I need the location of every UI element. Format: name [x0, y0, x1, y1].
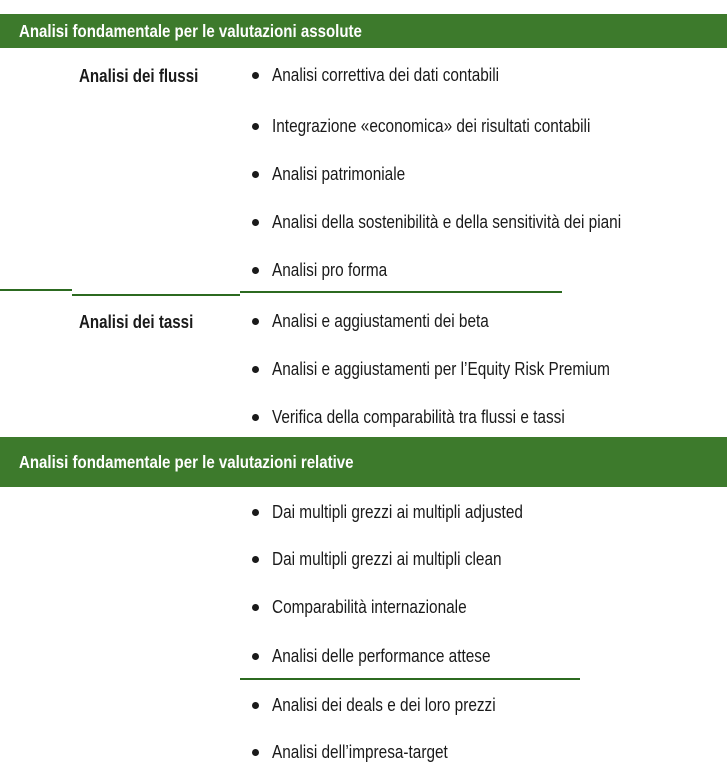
bullet-icon	[252, 653, 259, 660]
group-label-tassi: Analisi dei tassi	[79, 312, 194, 332]
divider-label	[72, 294, 240, 296]
bullet-icon	[252, 318, 259, 325]
bullet-icon	[252, 414, 259, 421]
list-item: Analisi dei deals e dei loro prezzi	[252, 694, 541, 716]
list-item: Analisi e aggiustamenti per l’Equity Risk Premium	[252, 358, 679, 380]
list-item: Comparabilità internazionale	[252, 596, 506, 618]
bullet-icon	[252, 219, 259, 226]
list-item: Dai multipli grezzi ai multipli adjusted	[252, 501, 574, 523]
list-item: Analisi correttiva dei dati contabili	[252, 64, 546, 86]
list-item: Dai multipli grezzi ai multipli clean	[252, 548, 549, 570]
section-header-absolute	[0, 14, 727, 48]
group-label-flussi: Analisi dei flussi	[79, 66, 199, 86]
list-item: Analisi delle performance attese	[252, 645, 535, 667]
bullet-icon	[252, 123, 259, 130]
list-item: Analisi e aggiustamenti dei beta	[252, 310, 533, 332]
section-header-text: Analisi fondamentale per le valutazioni relative	[19, 451, 354, 472]
bullet-icon	[252, 72, 259, 79]
bullet-icon	[252, 702, 259, 709]
bullet-icon	[252, 604, 259, 611]
divider-items	[240, 678, 580, 680]
bullet-icon	[252, 366, 259, 373]
list-item: Analisi dell’impresa-target	[252, 741, 484, 763]
bullet-icon	[252, 749, 259, 756]
divider-left	[0, 289, 72, 291]
list-item: Verifica della comparabilità tra flussi e tassi	[252, 406, 625, 428]
list-item: Analisi pro forma	[252, 259, 411, 281]
bullet-icon	[252, 171, 259, 178]
section-header-relative	[0, 437, 727, 487]
divider-items	[240, 291, 562, 293]
list-item: Analisi della sostenibilità e della sensitività dei piani	[252, 211, 693, 233]
bullet-icon	[252, 509, 259, 516]
bullet-icon	[252, 267, 259, 274]
bullet-icon	[252, 556, 259, 563]
list-item: Analisi patrimoniale	[252, 163, 432, 185]
list-item: Integrazione «economica» dei risultati contabili	[252, 115, 656, 137]
section-header-text: Analisi fondamentale per le valutazioni assolute	[19, 20, 362, 41]
